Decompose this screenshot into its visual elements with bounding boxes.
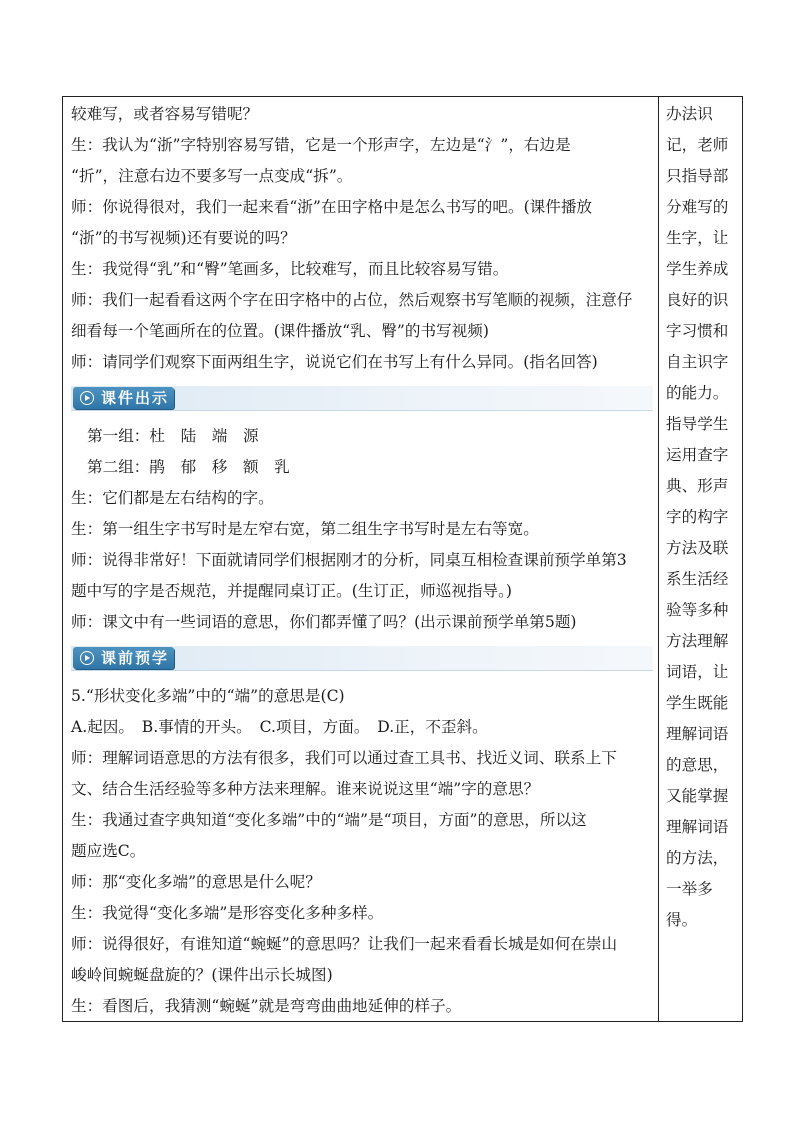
character-group-line: 第二组：鹃 郁 移 额 乳	[87, 458, 290, 476]
dialogue-line: 师：理解词语意思的方法有很多，我们可以通过查工具书、找近义词、联系上下	[71, 749, 617, 767]
dialogue-line: 生：我觉得“变化多端”是形容变化多种多样。	[71, 904, 384, 922]
courseware-banner	[71, 386, 653, 411]
lesson-plan-table	[62, 96, 743, 1022]
side-note-line: 的意思，	[666, 756, 729, 774]
dialogue-line: 师：课文中有一些词语的意思，你们都弄懂了吗？(出示课前预学单第5题)	[71, 613, 577, 631]
options-line: A.起因。 B.事情的开头。 C.项目，方面。 D.正，不歪斜。	[71, 718, 488, 736]
dialogue-line: 生：我通过查字典知道“变化多端”中的“端”是“项目，方面”的意思，所以这	[71, 811, 587, 829]
side-note-line: 的方法，	[666, 849, 729, 867]
dialogue-line: 文、结合生活经验等多种方法来理解。谁来说说这里“端”字的意思？	[71, 780, 540, 798]
side-note-line: 良好的识	[666, 291, 729, 309]
side-note-line: 字习惯和	[666, 322, 729, 340]
side-note-line: 指导学生	[666, 415, 729, 433]
dialogue-line: 题应选C。	[71, 842, 146, 860]
side-note-line: 办法识	[666, 105, 713, 123]
side-note-line: 运用查字	[666, 446, 729, 464]
dialogue-line: 生：第一组生字书写时是左窄右宽，第二组生字书写时是左右等宽。	[71, 520, 539, 538]
dialogue-line: 师：你说得很对，我们一起来看“浙”在田字格中是怎么书写的吧。(课件播放	[71, 198, 593, 216]
dialogue-line: 细看每一个笔画所在的位置。(课件播放“乳、臀”的书写视频)	[71, 322, 489, 340]
section-tag-label: 课件出示	[101, 389, 170, 407]
side-note-line: 方法及联	[666, 539, 729, 557]
side-note-line: 生字，让	[666, 229, 729, 247]
side-note-line: 一举多	[666, 880, 713, 898]
side-note-line: 又能掌握	[666, 787, 729, 805]
preview-sheet-banner	[71, 646, 653, 689]
dialogue-line: 师：那“变化多端”的意思是什么呢？	[71, 873, 321, 891]
side-note-line: 只指导部	[666, 167, 729, 185]
dialogue-line: 生：看图后，我猜测“蜿蜒”就是弯弯曲曲地延伸的样子。	[71, 997, 462, 1015]
side-note-line: 的能力。	[666, 384, 729, 402]
section-tag	[73, 387, 174, 409]
dialogue-line: “折”，注意右边不要多写一点变成“拆”。	[71, 167, 353, 185]
side-note-line: 自主识字	[666, 353, 729, 371]
side-note-line: 系生活经	[666, 570, 729, 588]
side-note-line: 字的构字	[666, 508, 729, 526]
column-divider	[658, 97, 659, 1021]
side-note-line: 验等多种	[666, 601, 729, 619]
dialogue-line: 生：我觉得“乳”和“臀”笔画多，比较难写，而且比较容易写错。	[71, 260, 509, 278]
question-line: 5.“形状变化多端”中的“端”的意思是(C)	[71, 687, 345, 705]
dialogue-line: “浙”的书写视频)还有要说的吗？	[71, 229, 296, 247]
dialogue-line: 师：请同学们观察下面两组生字，说说它们在书写上有什么异同。(指名回答)	[71, 353, 598, 371]
play-icon	[80, 651, 94, 665]
dialogue-line: 生：它们都是左右结构的字。	[71, 489, 274, 507]
play-icon	[80, 391, 94, 405]
section-tag-label: 课前预学单	[101, 649, 170, 689]
dialogue-line: 较难写，或者容易写错呢？	[71, 105, 259, 123]
side-note-line: 方法理解	[666, 632, 729, 650]
dialogue-line: 题中写的字是否规范，并提醒同桌订正。(生订正，师巡视指导。)	[71, 582, 512, 600]
side-note-line: 理解词语	[666, 725, 729, 743]
section-tag	[73, 647, 174, 689]
side-note-line: 学生养成	[666, 260, 729, 278]
side-note-line: 分难写的	[666, 198, 729, 216]
dialogue-line: 生：我认为“浙”字特别容易写错，它是一个形声字，左边是“氵”，右边是	[71, 136, 571, 154]
side-note-line: 理解词语	[666, 818, 729, 836]
side-note-line: 词语，让	[666, 663, 729, 681]
dialogue-line: 峻岭间蜿蜒盘旋的？(课件出示长城图)	[71, 966, 333, 984]
side-note-line: 得。	[666, 911, 698, 929]
side-note-line: 学生既能	[666, 694, 729, 712]
dialogue-line: 师：说得非常好！下面就请同学们根据刚才的分析，同桌互相检查课前预学单第3	[71, 551, 627, 569]
side-note-line: 记，老师	[666, 136, 729, 154]
side-note-line: 典、形声	[666, 477, 729, 495]
dialogue-line: 师：我们一起看看这两个字在田字格中的占位，然后观察书写笔顺的视频，注意仔	[71, 291, 633, 309]
character-group-line: 第一组：杜 陆 端 源	[87, 427, 259, 445]
dialogue-line: 师：说得很好，有谁知道“蜿蜒”的意思吗？让我们一起来看看长城是如何在崇山	[71, 935, 618, 953]
